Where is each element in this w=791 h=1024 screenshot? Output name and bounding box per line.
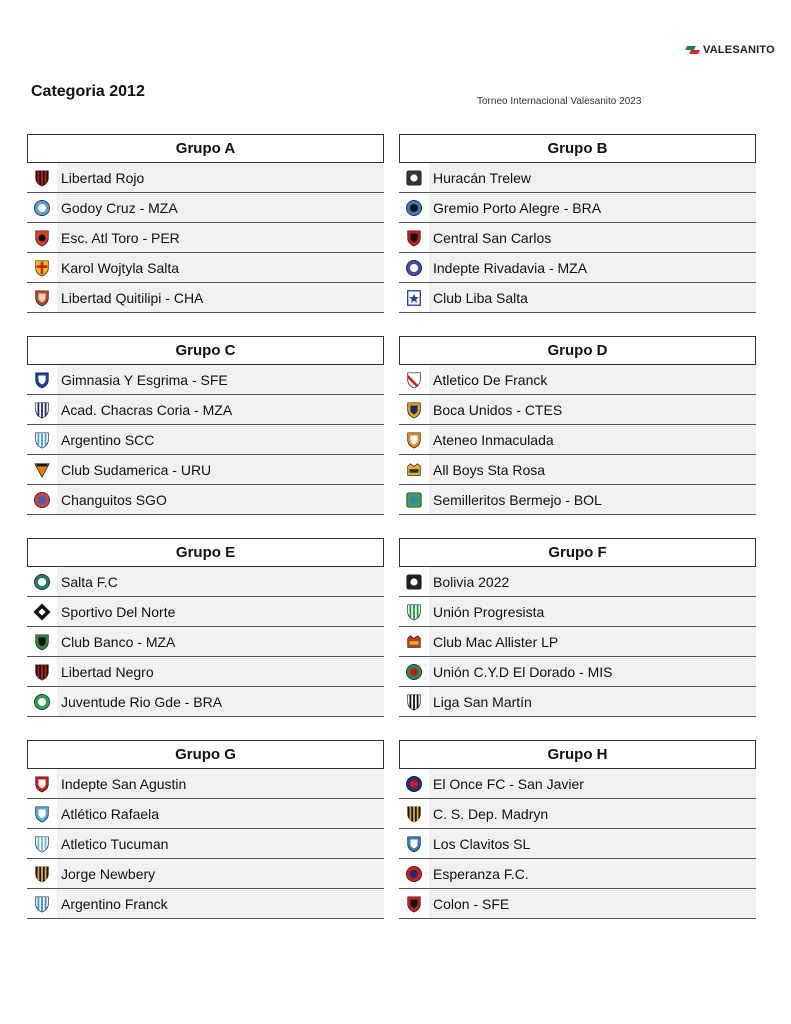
team-row	[27, 567, 384, 597]
group-header: Grupo E	[27, 538, 384, 567]
team-row	[27, 687, 384, 717]
team-name: Colon - SFE	[433, 895, 510, 912]
team-row	[399, 425, 756, 455]
round-badge-icon	[399, 253, 429, 282]
team-row	[27, 253, 384, 283]
team-name: Unión Progresista	[433, 603, 545, 620]
team-row	[399, 365, 756, 395]
team-row	[399, 627, 756, 657]
team-name: Changuitos SGO	[61, 491, 167, 508]
team-row	[399, 567, 756, 597]
group-header: Grupo A	[27, 134, 384, 163]
team-name: Semilleritos Bermejo - BOL	[433, 491, 602, 508]
round-badge-icon	[27, 687, 57, 716]
group-header: Grupo H	[399, 740, 756, 769]
striped-shield-icon	[27, 425, 57, 454]
striped-shield-icon	[27, 163, 57, 192]
team-name: El Once FC - San Javier	[433, 775, 584, 792]
team-row	[27, 365, 384, 395]
team-row	[399, 193, 756, 223]
group-e	[27, 538, 384, 717]
striped-shield-icon	[27, 657, 57, 686]
team-row	[399, 283, 756, 313]
striped-shield-icon	[27, 829, 57, 858]
shield-icon	[27, 799, 57, 828]
round-badge-icon	[399, 769, 429, 798]
valesanito-logo	[686, 44, 775, 56]
group-f	[399, 538, 756, 717]
team-row	[27, 859, 384, 889]
team-row	[399, 687, 756, 717]
diamond-badge-icon	[27, 597, 57, 626]
team-name: Libertad Rojo	[61, 169, 145, 186]
square-badge-icon	[399, 163, 429, 192]
team-name: Esc. Atl Toro - PER	[61, 229, 180, 246]
striped-shield-icon	[27, 395, 57, 424]
team-name: Central San Carlos	[433, 229, 552, 246]
team-name: Ateneo Inmaculada	[433, 431, 554, 448]
team-name: Bolivia 2022	[433, 573, 510, 590]
cross-shield-icon	[27, 253, 57, 282]
team-name: Esperanza F.C.	[433, 865, 529, 882]
team-name: Acad. Chacras Coria - MZA	[61, 401, 233, 418]
square-badge-icon	[399, 567, 429, 596]
group-c	[27, 336, 384, 515]
team-name: Gimnasia Y Esgrima - SFE	[61, 371, 228, 388]
round-badge-icon	[27, 567, 57, 596]
group-header: Grupo C	[27, 336, 384, 365]
team-name: Liga San Martín	[433, 693, 532, 710]
team-name: Club Banco - MZA	[61, 633, 176, 650]
team-row	[27, 829, 384, 859]
team-name: Unión C.Y.D El Dorado - MIS	[433, 663, 613, 680]
team-name: Libertad Quitilipi - CHA	[61, 289, 204, 306]
sash-shield-icon	[399, 365, 429, 394]
team-name: All Boys Sta Rosa	[433, 461, 546, 478]
striped-shield-icon	[399, 687, 429, 716]
team-name: C. S. Dep. Madryn	[433, 805, 549, 822]
team-row	[399, 455, 756, 485]
team-name: Godoy Cruz - MZA	[61, 199, 178, 216]
group-d	[399, 336, 756, 515]
team-row	[27, 597, 384, 627]
logo-text: VALESANITO	[703, 44, 775, 56]
team-name: Atletico De Franck	[433, 371, 548, 388]
striped-shield-icon	[27, 889, 57, 918]
team-row	[27, 163, 384, 193]
team-row	[399, 769, 756, 799]
team-row	[399, 163, 756, 193]
team-name: Club Sudamerica - URU	[61, 461, 212, 478]
round-badge-icon	[399, 859, 429, 888]
triangle-badge-icon	[27, 455, 57, 484]
team-name: Indepte Rivadavia - MZA	[433, 259, 588, 276]
team-row	[27, 193, 384, 223]
team-row	[27, 627, 384, 657]
team-name: Los Clavitos SL	[433, 835, 531, 852]
shield-icon	[27, 769, 57, 798]
team-name: Juventude Rio Gde - BRA	[61, 693, 223, 710]
team-name: Karol Wojtyla Salta	[61, 259, 180, 276]
shield-icon	[399, 395, 429, 424]
team-row	[399, 799, 756, 829]
group-header: Grupo F	[399, 538, 756, 567]
team-name: Sportivo Del Norte	[61, 603, 176, 620]
striped-shield-icon	[399, 597, 429, 626]
team-name: Argentino Franck	[61, 895, 168, 912]
team-row	[27, 799, 384, 829]
team-row	[399, 395, 756, 425]
star-badge-icon	[399, 283, 429, 312]
striped-shield-icon	[399, 799, 429, 828]
tournament-name: Torneo Internacional Valesanito 2023	[477, 96, 642, 107]
team-name: Argentino SCC	[61, 431, 155, 448]
round-badge-icon	[27, 193, 57, 222]
shield-icon	[27, 365, 57, 394]
team-row	[27, 769, 384, 799]
group-a	[27, 134, 384, 313]
round-badge-icon	[399, 193, 429, 222]
bull-shield-icon	[27, 223, 57, 252]
team-row	[399, 657, 756, 687]
team-row	[27, 395, 384, 425]
group-b	[399, 134, 756, 313]
team-row	[27, 485, 384, 515]
team-name: Atlético Rafaela	[61, 805, 160, 822]
group-header: Grupo B	[399, 134, 756, 163]
group-g	[27, 740, 384, 919]
team-row	[27, 425, 384, 455]
crown-badge-icon	[399, 627, 429, 656]
team-name: Club Mac Allister LP	[433, 633, 559, 650]
shield-icon	[27, 627, 57, 656]
team-row	[27, 223, 384, 253]
group-header: Grupo G	[27, 740, 384, 769]
shield-icon	[399, 223, 429, 252]
team-name: Libertad Negro	[61, 663, 154, 680]
crown-badge-icon	[399, 455, 429, 484]
team-row	[399, 597, 756, 627]
team-name: Huracán Trelew	[433, 169, 532, 186]
group-header: Grupo D	[399, 336, 756, 365]
team-row	[399, 859, 756, 889]
team-row	[399, 223, 756, 253]
team-row	[399, 253, 756, 283]
shield-icon	[399, 829, 429, 858]
team-row	[27, 455, 384, 485]
team-name: Boca Unidos - CTES	[433, 401, 563, 418]
square-badge-icon	[399, 485, 429, 514]
team-name: Salta F.C	[61, 573, 118, 590]
shield-icon	[399, 889, 429, 918]
round-badge-icon	[27, 485, 57, 514]
team-name: Indepte San Agustin	[61, 775, 187, 792]
logo-mark-icon	[686, 45, 700, 55]
team-name: Jorge Newbery	[61, 865, 156, 882]
team-name: Gremio Porto Alegre - BRA	[433, 199, 602, 216]
team-row	[27, 889, 384, 919]
striped-shield-icon	[27, 859, 57, 888]
team-name: Club Liba Salta	[433, 289, 528, 306]
shield-icon	[399, 425, 429, 454]
team-row	[399, 829, 756, 859]
category-title: Categoria 2012	[31, 83, 145, 100]
team-name: Atletico Tucuman	[61, 835, 169, 852]
team-row	[399, 889, 756, 919]
round-badge-icon	[399, 657, 429, 686]
team-row	[27, 657, 384, 687]
team-row	[27, 283, 384, 313]
group-h	[399, 740, 756, 919]
team-row	[399, 485, 756, 515]
shield-icon	[27, 283, 57, 312]
